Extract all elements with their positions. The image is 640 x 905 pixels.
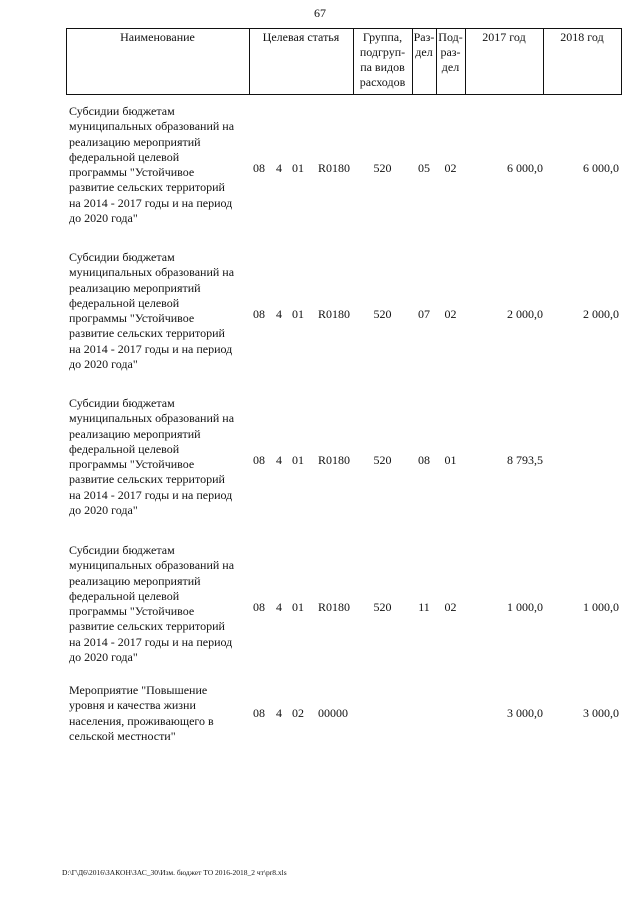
row-group: 520 xyxy=(373,600,392,614)
row-name: Мероприятие "Повышение уровня и качества жизни населения, проживающего в сельской местности" xyxy=(69,683,214,743)
row-group: 520 xyxy=(373,453,392,467)
row-code-program: 08 xyxy=(253,706,265,720)
file-path-footer: D:\Г\Д6\2016\ЗАКОН\ЗАС_30\Изм. бюджет ТО 2016-2018_2 чт\pr8.xls xyxy=(62,868,287,877)
row-code-direction: R0180 xyxy=(318,161,351,175)
header-name: Наименование xyxy=(120,30,195,44)
row-code-direction: R0180 xyxy=(318,307,351,321)
row-code-event: 01 xyxy=(292,161,304,175)
row-code-event: 01 xyxy=(292,307,304,321)
row-section: 07 xyxy=(418,307,430,321)
header-year-2017: 2017 год xyxy=(482,30,526,44)
row-section: 08 xyxy=(418,453,430,467)
row-section: 11 xyxy=(418,600,430,614)
row-amount-2017: 3 000,0 xyxy=(507,706,543,720)
row-subsection: 02 xyxy=(444,600,457,614)
row-code-subprogram: 4 xyxy=(276,706,282,720)
header-top-border xyxy=(66,28,622,29)
row-subsection: 02 xyxy=(444,161,457,175)
row-amount-2018: 2 000,0 xyxy=(583,307,619,321)
row-amount-2018: 3 000,0 xyxy=(583,706,619,720)
header-section: Раз- дел xyxy=(413,30,435,59)
row-code-program: 08 xyxy=(253,307,265,321)
row-code-direction: R0180 xyxy=(318,600,351,614)
row-code-event: 01 xyxy=(292,600,304,614)
row-code-direction: 00000 xyxy=(318,706,348,720)
row-code-subprogram: 4 xyxy=(276,161,282,175)
row-amount-2017: 1 000,0 xyxy=(507,600,543,614)
table-header xyxy=(66,28,622,95)
header-group: Группа, подгруп- па видов расходов xyxy=(359,30,406,89)
row-code-subprogram: 4 xyxy=(276,453,282,467)
row-group: 520 xyxy=(373,161,392,175)
row-code-program: 08 xyxy=(253,600,265,614)
row-subsection: 02 xyxy=(444,307,457,321)
header-target-article: Целевая статья xyxy=(262,30,340,44)
row-subsection: 01 xyxy=(444,453,457,467)
row-code-subprogram: 4 xyxy=(276,600,282,614)
row-code-event: 01 xyxy=(292,453,304,467)
row-amount-2017: 6 000,0 xyxy=(507,161,543,175)
row-code-subprogram: 4 xyxy=(276,307,282,321)
row-code-event: 02 xyxy=(292,706,304,720)
page-number: 67 xyxy=(314,6,326,20)
row-amount-2018: 6 000,0 xyxy=(583,161,619,175)
row-amount-2017: 8 793,5 xyxy=(507,453,543,467)
row-amount-2017: 2 000,0 xyxy=(507,307,543,321)
row-name: Субсидии бюджетам муниципальных образований на реализацию мероприятий федеральной целевой программы "Устойчивое развитие сельских территорий на 2014 - 2017 годы и на период до 2020 года" xyxy=(69,396,235,518)
header-year-2018: 2018 год xyxy=(560,30,604,44)
row-amount-2018: 1 000,0 xyxy=(583,600,619,614)
row-section: 05 xyxy=(418,161,430,175)
row-code-program: 08 xyxy=(253,161,265,175)
header-bottom-border xyxy=(66,94,622,95)
row-code-direction: R0180 xyxy=(318,453,351,467)
row-name: Субсидии бюджетам муниципальных образований на реализацию мероприятий федеральной целевой программы "Устойчивое развитие сельских территорий на 2014 - 2017 годы и на период до 2020 года" xyxy=(69,104,235,226)
header-subsection: Под- раз- дел xyxy=(438,30,463,74)
header-divider xyxy=(621,28,622,95)
row-code-program: 08 xyxy=(253,453,265,467)
row-group: 520 xyxy=(373,307,392,321)
row-name: Субсидии бюджетам муниципальных образований на реализацию мероприятий федеральной целевой программы "Устойчивое развитие сельских территорий на 2014 - 2017 годы и на период до 2020 года" xyxy=(69,250,235,372)
row-name: Субсидии бюджетам муниципальных образований на реализацию мероприятий федеральной целевой программы "Устойчивое развитие сельских территорий на 2014 - 2017 годы и на период до 2020 года" xyxy=(69,543,235,665)
